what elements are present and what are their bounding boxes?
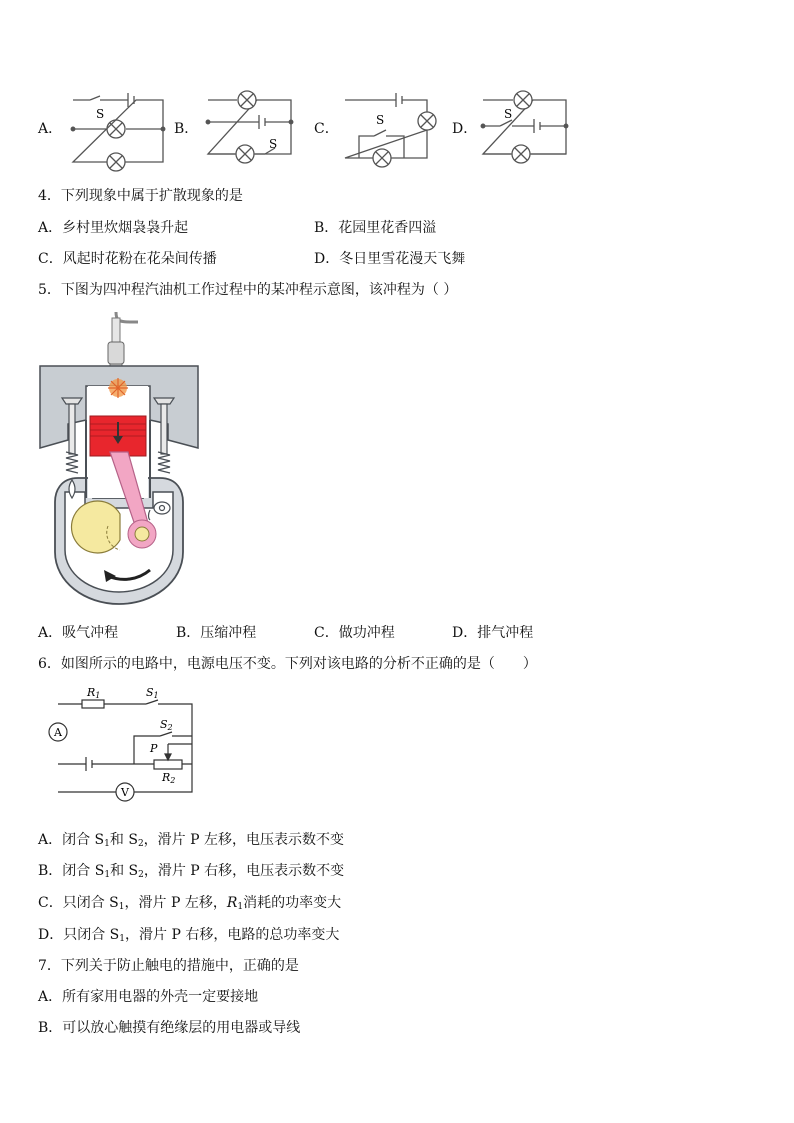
q3-circuit-d-diagram — [480, 92, 570, 170]
voltmeter-icon: V — [121, 786, 129, 799]
q5-option-d: D．排气冲程 — [452, 625, 534, 641]
ammeter-icon: A — [54, 726, 62, 739]
q3-a-switch-letter: S — [96, 107, 105, 121]
q6-slider-label: P — [150, 742, 158, 755]
q3-c-switch-letter: S — [376, 113, 385, 127]
q3-d-switch-letter: S — [504, 107, 513, 121]
q6-r2-label: R — [162, 771, 171, 784]
q3-b-switch-letter: S — [269, 137, 278, 151]
q4-stem: 4．下列现象中属于扩散现象的是 — [38, 188, 243, 204]
q3-option-d-label: D． — [452, 121, 478, 137]
q6-r1-subscript: 1 — [95, 691, 101, 700]
q6-r2-subscript: 2 — [170, 776, 176, 785]
svg-text:S1 — [146, 686, 159, 700]
spark-burst-icon — [108, 378, 128, 398]
svg-text:R2 — [161, 771, 175, 785]
q3-circuit-b-diagram — [205, 92, 297, 170]
q7-option-a: A．所有家用电器的外壳一定要接地 — [38, 989, 259, 1005]
q3-option-a-label: A． — [38, 121, 63, 137]
q3-option-c-label: C． — [314, 121, 339, 137]
q6-s2-subscript: 2 — [167, 723, 173, 732]
q7-stem: 7．下列关于防止触电的措施中，正确的是 — [38, 958, 299, 974]
q6-s2-label: S — [160, 718, 168, 731]
q6-r1-label: R — [87, 686, 96, 699]
q7-option-b: B．可以放心触摸有绝缘层的用电器或导线 — [38, 1020, 301, 1036]
q6-s1-subscript: 1 — [153, 691, 159, 700]
q5-stem: 5．下图为四冲程汽油机工作过程中的某冲程示意图，该冲程为（ ） — [38, 282, 458, 298]
q6-circuit-diagram — [46, 684, 198, 804]
q5-option-b: B．压缩冲程 — [176, 625, 257, 641]
q5-option-c: C．做功冲程 — [314, 625, 395, 641]
q5-option-a: A．吸气冲程 — [38, 625, 119, 641]
spark-plug-icon — [108, 312, 138, 374]
q4-option-a: A．乡村里炊烟袅袅升起 — [38, 220, 189, 236]
q6-option-d: D．只闭合 $S_1$，滑片 P 右移，电路的总功率变大 — [38, 927, 340, 944]
q6-option-b: B．闭合 $S_1$和 $S_2$，滑片 P 右移，电压表示数不变 — [38, 863, 345, 880]
engine-stroke-diagram — [38, 312, 208, 604]
q6-stem: 6．如图所示的电路中，电源电压不变。下列对该电路的分析不正确的是（ ） — [38, 656, 537, 672]
q3-option-b-label: B． — [174, 121, 199, 137]
svg-text:R1 — [86, 686, 100, 700]
piston — [90, 416, 146, 456]
svg-text:S2 — [160, 718, 173, 732]
q4-option-d: D．冬日里雪花漫天飞舞 — [314, 251, 466, 267]
q4-option-c: C．风起时花粉在花朵间传播 — [38, 251, 217, 267]
q6-option-a: A．闭合 $S_1$和 $S_2$，滑片 P 左移，电压表示数不变 — [38, 832, 344, 849]
q3-circuit-c-diagram — [342, 92, 438, 170]
q4-option-b: B．花园里花香四溢 — [314, 220, 437, 236]
q6-s1-label: S — [146, 686, 154, 699]
q3-circuit-a-diagram — [68, 92, 168, 170]
q6-option-c: C．只闭合 $S_1$，滑片 P 左移，$R_1$消耗的功率变大 — [38, 895, 342, 912]
